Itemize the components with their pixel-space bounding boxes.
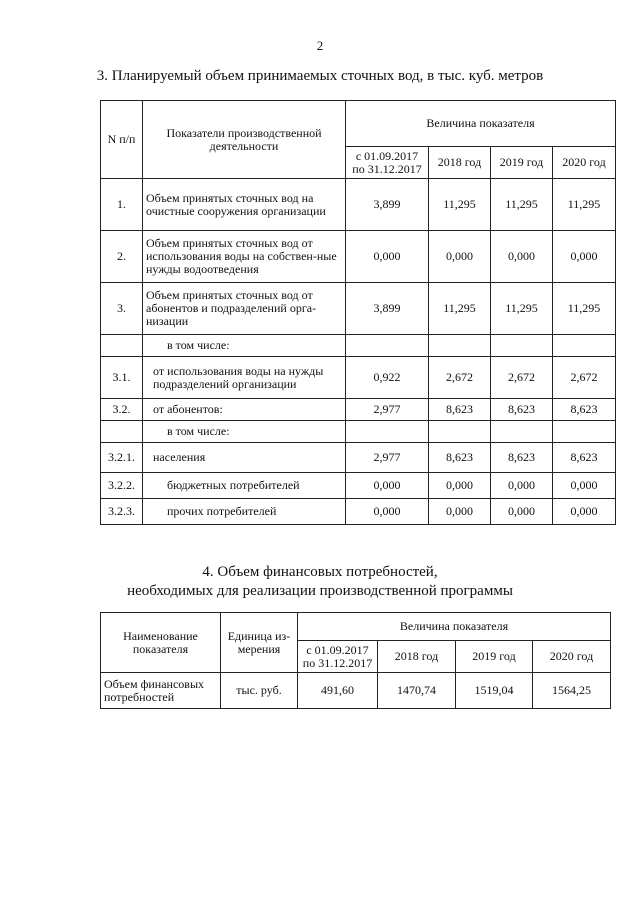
row-label: в том числе: — [143, 421, 346, 443]
header-2019: 2019 год — [456, 641, 533, 673]
row-value — [491, 335, 553, 357]
row-value — [553, 335, 616, 357]
table-row — [101, 357, 616, 399]
page-number: 2 — [316, 38, 324, 53]
table-row — [101, 421, 616, 443]
section4-title — [0, 563, 640, 601]
row-num: 3.2. — [101, 399, 143, 421]
row-value: 8,623 — [429, 399, 491, 421]
row-value — [429, 421, 491, 443]
row-num: 3.1. — [101, 357, 143, 399]
row-value: 2,672 — [553, 357, 616, 399]
row-num — [101, 421, 143, 443]
row-num: 3.2.3. — [101, 499, 143, 525]
row-label: Объем принятых сточных вод от использования воды на собствен-ные нужды водоотведения — [143, 231, 346, 283]
row-label: в том числе: — [143, 335, 346, 357]
header-period1: с 01.09.2017 по 31.12.2017 — [298, 641, 378, 673]
table-row — [101, 443, 616, 473]
row-value: 0,000 — [553, 231, 616, 283]
row-value: 3,899 — [346, 283, 429, 335]
row-value: 2,672 — [429, 357, 491, 399]
section4-title-line1: 4. Объем финансовых потребностей, — [202, 564, 438, 580]
row-num: 2. — [101, 231, 143, 283]
row-value: 2,672 — [491, 357, 553, 399]
row-value: 2,977 — [346, 443, 429, 473]
row-value: 11,295 — [491, 179, 553, 231]
header-2019: 2019 год — [491, 147, 553, 179]
section3-title: 3. Планируемый объем принимаемых сточных вод, в тыс. куб. метров — [96, 68, 544, 84]
row-num: 3.2.2. — [101, 473, 143, 499]
row-num: 3. — [101, 283, 143, 335]
row-value: 11,295 — [429, 179, 491, 231]
row-value: 3,899 — [346, 179, 429, 231]
row-value: 8,623 — [553, 443, 616, 473]
header-2018: 2018 год — [429, 147, 491, 179]
table-row — [101, 335, 616, 357]
row-label: Объем принятых сточных вод от абонентов и подразделений орга-низации — [143, 283, 346, 335]
financial-needs-table — [100, 612, 611, 709]
row-value: 0,000 — [429, 231, 491, 283]
row-value: 8,623 — [491, 399, 553, 421]
header-unit: Единица из-мерения — [221, 613, 298, 673]
row-value: 11,295 — [491, 283, 553, 335]
row-value: 0,000 — [346, 231, 429, 283]
header-2020: 2020 год — [533, 641, 611, 673]
row-num: 1. — [101, 179, 143, 231]
row-value — [346, 335, 429, 357]
row-value: 0,000 — [553, 499, 616, 525]
header-2018: 2018 год — [378, 641, 456, 673]
row-value — [491, 421, 553, 443]
row-value: 8,623 — [553, 399, 616, 421]
row-label: прочих потребителей — [143, 499, 346, 525]
row-value: 491,60 — [298, 673, 378, 709]
row-value: 0,000 — [491, 473, 553, 499]
table-row — [101, 283, 616, 335]
row-label: от абонентов: — [143, 399, 346, 421]
table-row — [101, 399, 616, 421]
header-value-group: Величина показателя — [346, 101, 616, 147]
row-value — [429, 335, 491, 357]
row-value — [346, 421, 429, 443]
row-value: 1519,04 — [456, 673, 533, 709]
sewage-volume-table — [100, 100, 616, 525]
row-label: населения — [143, 443, 346, 473]
row-value — [553, 421, 616, 443]
row-value: 11,295 — [553, 283, 616, 335]
row-value: 2,977 — [346, 399, 429, 421]
header-2020: 2020 год — [553, 147, 616, 179]
table-row — [101, 179, 616, 231]
row-label: Объем финансовых потребностей — [101, 673, 221, 709]
row-value: 0,000 — [346, 473, 429, 499]
row-value: 0,000 — [491, 231, 553, 283]
row-num: 3.2.1. — [101, 443, 143, 473]
table-row — [101, 473, 616, 499]
section4-title-line2: необходимых для реализации производственной программы — [127, 583, 513, 599]
row-label: Объем принятых сточных вод на очистные сооружения организации — [143, 179, 346, 231]
row-value: 0,000 — [346, 499, 429, 525]
row-value: 8,623 — [491, 443, 553, 473]
header-num: N п/п — [101, 101, 143, 179]
row-value: 0,000 — [553, 473, 616, 499]
row-value: 0,000 — [429, 499, 491, 525]
row-value: 0,000 — [429, 473, 491, 499]
row-label: от использования воды на нужды подразделений организации — [143, 357, 346, 399]
row-label: бюджетных потребителей — [143, 473, 346, 499]
header-indicator: Показатели производственной деятельности — [143, 101, 346, 179]
row-value: 1564,25 — [533, 673, 611, 709]
table-row — [101, 499, 616, 525]
table-row — [101, 673, 611, 709]
row-value: 0,000 — [491, 499, 553, 525]
row-value: 0,922 — [346, 357, 429, 399]
header-period1: с 01.09.2017 по 31.12.2017 — [346, 147, 429, 179]
row-value: 8,623 — [429, 443, 491, 473]
row-value: 11,295 — [429, 283, 491, 335]
row-value: 1470,74 — [378, 673, 456, 709]
row-unit: тыс. руб. — [221, 673, 298, 709]
table-row — [101, 231, 616, 283]
row-num — [101, 335, 143, 357]
header-value-group: Величина показателя — [298, 613, 611, 641]
header-name: Наименование показателя — [101, 613, 221, 673]
row-value: 11,295 — [553, 179, 616, 231]
